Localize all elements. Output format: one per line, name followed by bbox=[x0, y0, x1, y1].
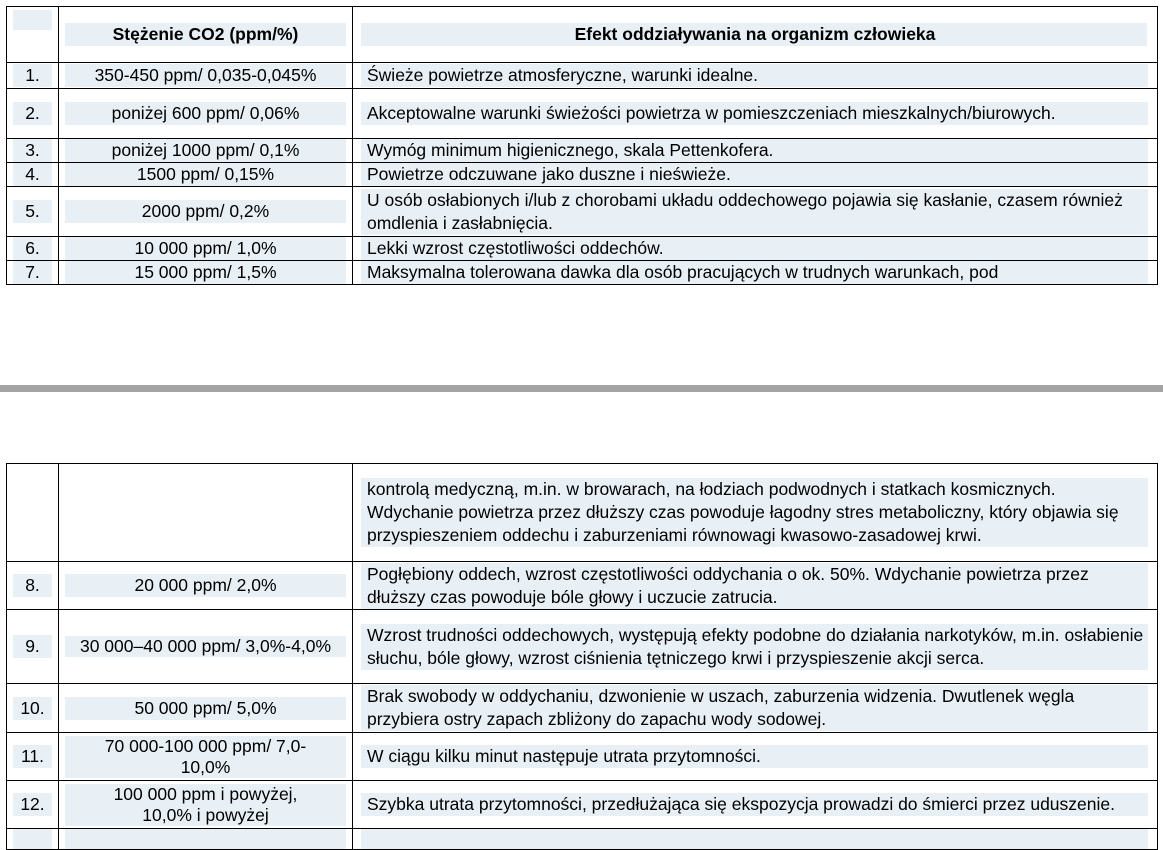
table-row bbox=[7, 261, 1158, 285]
continuation-number-cell bbox=[7, 464, 59, 562]
header-number-label bbox=[13, 10, 52, 30]
row-concentration: 20 000 ppm/ 2,0% bbox=[65, 574, 346, 597]
row-number: 1. bbox=[13, 64, 52, 87]
table-row bbox=[7, 187, 1158, 237]
row-number: 5. bbox=[13, 200, 52, 223]
row-number: 9. bbox=[13, 635, 52, 658]
row-effect: Maksymalna tolerowana dawka dla osób pracujących w trudnych warunkach, pod bbox=[361, 261, 1148, 284]
row-effect: Pogłębiony oddech, wzrost częstotliwości oddychania o ok. 50%. Wdychanie powietrza przez dłuższy czas powoduje bóle głowy i uczucie zatrucia. bbox=[361, 563, 1148, 609]
row-effect: W ciągu kilku minut następuje utrata przytomności. bbox=[361, 745, 1148, 768]
row-effect: Brak swobody w oddychaniu, dzwonienie w uszach, zaburzenia widzenia. Dwutlenek węgla przybiera ostry zapach zbliżony do zapachu wody sodowej. bbox=[361, 685, 1148, 731]
row-number: 3. bbox=[13, 139, 52, 162]
header-effect-label: Efekt oddziaływania na organizm człowieka bbox=[361, 23, 1147, 46]
page-break-divider bbox=[0, 385, 1163, 392]
row-concentration: 10 000 ppm/ 1,0% bbox=[65, 237, 346, 260]
table-row bbox=[7, 562, 1158, 610]
row-number: 7. bbox=[13, 261, 52, 284]
row-concentration: poniżej 600 ppm/ 0,06% bbox=[65, 102, 346, 125]
row-concentration: 1500 ppm/ 0,15% bbox=[65, 163, 346, 186]
row-concentration: 2000 ppm/ 0,2% bbox=[65, 200, 346, 223]
row-number: 6. bbox=[13, 237, 52, 260]
row-number: 8. bbox=[13, 574, 52, 597]
row-effect: Wzrost trudności oddechowych, występują efekty podobne do działania narkotyków, m.in. osłabienie słuchu, bóle głowy, wzrost ciśnienia tętniczego krwi i przyspieszenie akcji serca. bbox=[361, 624, 1148, 670]
table-row bbox=[7, 781, 1158, 829]
row-number: 10. bbox=[13, 697, 52, 720]
table-row bbox=[7, 733, 1158, 781]
header-effect-cell bbox=[353, 7, 1158, 63]
row-effect-continued: kontrolą medyczną, m.in. w browarach, na łodziach podwodnych i statkach kosmicznych. Wdychanie powietrza przez dłuższy czas powoduje łagodny stres metaboliczny, który objawia się przyspieszeniem oddechu i zaburzeniami równowagi kwasowo-zasadowej krwi. bbox=[361, 478, 1148, 547]
table-header-row bbox=[7, 7, 1158, 63]
row-concentration: 50 000 ppm/ 5,0% bbox=[65, 697, 346, 720]
table-row bbox=[7, 610, 1158, 684]
table-row bbox=[7, 684, 1158, 733]
row-number: 12. bbox=[13, 793, 52, 816]
header-concentration-label: Stężenie CO2 (ppm/%) bbox=[65, 23, 346, 46]
row-effect-empty bbox=[361, 829, 1148, 849]
row-effect: Akceptowalne warunki świeżości powietrza w pomieszczeniach mieszkalnych/biurowych. bbox=[361, 102, 1148, 125]
table-row bbox=[7, 63, 1158, 89]
continuation-concentration-cell bbox=[59, 464, 353, 562]
header-number-cell bbox=[7, 7, 59, 63]
table-row-continuation bbox=[7, 464, 1158, 562]
row-concentration: 30 000–40 000 ppm/ 3,0%-4,0% bbox=[65, 636, 346, 657]
row-number: 4. bbox=[13, 163, 52, 186]
table-row bbox=[7, 163, 1158, 187]
row-effect: Wymóg minimum higienicznego, skala Pettenkofera. bbox=[361, 139, 1148, 162]
table-row-partial bbox=[7, 829, 1158, 850]
table-row bbox=[7, 237, 1158, 261]
table-row bbox=[7, 139, 1158, 163]
header-concentration-cell bbox=[59, 7, 353, 63]
row-concentration: 15 000 ppm/ 1,5% bbox=[65, 261, 346, 284]
row-number: 2. bbox=[13, 102, 52, 125]
row-concentration: poniżej 1000 ppm/ 0,1% bbox=[65, 139, 346, 162]
row-concentration: 100 000 ppm i powyżej, 10,0% i powyżej bbox=[65, 784, 346, 826]
row-concentration: 350-450 ppm/ 0,035-0,045% bbox=[65, 64, 346, 87]
row-effect: Powietrze odczuwane jako duszne i nieświeże. bbox=[361, 163, 1148, 186]
row-number-empty bbox=[13, 829, 52, 849]
row-concentration-empty bbox=[65, 829, 346, 849]
co2-effects-table-part2 bbox=[6, 463, 1158, 850]
row-effect: Świeże powietrze atmosferyczne, warunki idealne. bbox=[361, 64, 1148, 87]
co2-effects-table-part1 bbox=[6, 6, 1158, 285]
row-effect: Szybka utrata przytomności, przedłużająca się ekspozycja prowadzi do śmierci przez uduszenie. bbox=[361, 793, 1148, 816]
row-concentration: 70 000-100 000 ppm/ 7,0-10,0% bbox=[65, 736, 346, 778]
row-effect: U osób osłabionych i/lub z chorobami układu oddechowego pojawia się kasłanie, czasem również omdlenia i zasłabnięcia. bbox=[361, 189, 1148, 235]
row-number: 11. bbox=[13, 745, 52, 768]
row-effect: Lekki wzrost częstotliwości oddechów. bbox=[361, 237, 1148, 260]
table-row bbox=[7, 89, 1158, 139]
